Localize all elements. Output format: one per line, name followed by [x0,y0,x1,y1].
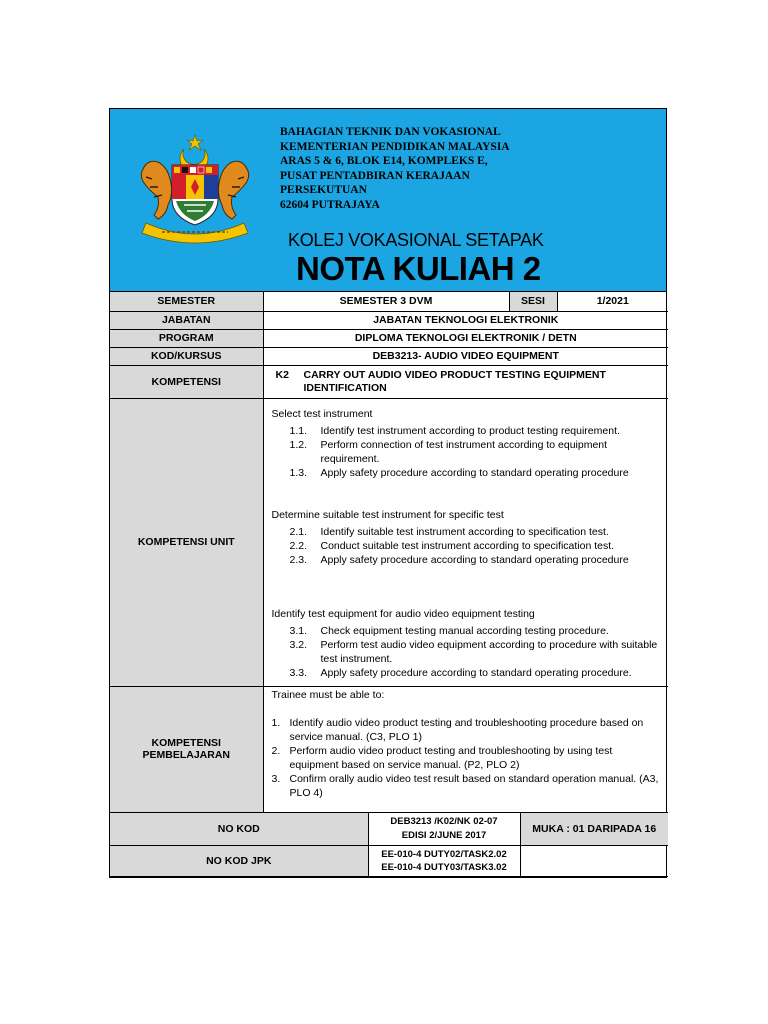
list-item: 1.1. Identify test instrument according to product testing requirement. [289,424,620,437]
semester-label: SEMESTER [110,292,263,311]
list-item: 3.1. Check equipment testing manual according testing procedure. [289,624,609,637]
kompetensi-pembelajaran-row [110,686,668,812]
kod-kursus-label: KOD/KURSUS [110,347,263,365]
no-kod-line: EDISI 2/JUNE 2017 [401,829,487,841]
unit-group-title: Determine suitable test instrument for specific test [271,508,504,521]
label-line: KOMPETENSI [151,737,221,749]
kompetensi-pembelajaran-content [263,686,668,812]
address-line: ARAS 5 & 6, BLOK E14, KOMPLEKS E, [280,155,488,167]
list-item: 1. Identify audio video product testing and troubleshooting procedure based on service manual. (C3, PLO 1) [271,716,644,743]
address-line: BAHAGIAN TEKNIK DAN VOKASIONAL [280,126,501,138]
kompetensi-unit-row [110,398,668,686]
list-item: 1.3. Apply safety procedure according to standard operating procedure [289,466,629,479]
program-value: DIPLOMA TEKNOLOGI ELEKTRONIK / DETN [263,329,668,347]
no-kod-jpk-row [110,846,668,877]
label-line: PEMBELAJARAN [142,749,230,761]
list-item: 2.1. Identify suitable test instrument according to specification test. [289,525,609,538]
kompetensi-value: CARRY OUT AUDIO VIDEO PRODUCT TESTING EQUIPMENT IDENTIFICATION [303,368,606,394]
list-item: 2.3. Apply safety procedure according to standard operating procedure [289,553,629,566]
list-item: 3.3. Apply safety procedure according to standard operating procedure. [289,666,632,679]
list-item: 2. Perform audio video product testing and troubleshooting by using test equipment based on service manual. (P2, PLO 2) [271,744,613,771]
college-name: KOLEJ VOKASIONAL SETAPAK [288,230,544,250]
info-table [110,292,668,813]
header-banner [110,109,666,292]
program-label: PROGRAM [110,329,263,347]
unit-group-title: Select test instrument [271,407,373,420]
list-item: 3. Confirm orally audio video test result based on standard operation manual. (A3, PLO 4) [271,772,659,799]
page-count: MUKA : 01 DARIPADA 16 [520,813,668,846]
unit-group-title: Identify test equipment for audio video equipment testing [271,607,535,620]
no-kod-label: NO KOD [110,813,368,846]
document-title: NOTA KULIAH 2 [296,250,541,287]
jabatan-row [110,311,668,329]
address-line: 62604 PUTRAJAYA [280,198,380,211]
learning-intro: Trainee must be able to: [271,688,385,701]
kompetensi-label: KOMPETENSI [110,365,263,398]
kompetensi-value-cell [263,365,668,398]
kompetensi-code: K2 [275,368,289,381]
no-kod-row [110,813,668,846]
address-line: PUSAT PENTADBIRAN KERAJAAN [280,169,470,182]
jpk-line: EE-010-4 DUTY03/TASK3.02 [381,862,507,873]
kod-kursus-value: DEB3213- AUDIO VIDEO EQUIPMENT [263,347,668,365]
lecture-note-sheet [109,108,667,878]
no-kod-jpk-value [368,846,520,877]
footer-table [110,813,668,878]
semester-row [110,292,668,311]
no-kod-jpk-label: NO KOD JPK [110,846,368,877]
jpk-line: EE-010-4 DUTY02/TASK2.02 [381,849,507,860]
kompetensi-pembelajaran-label [110,686,263,812]
sesi-value: 1/2021 [557,292,668,311]
list-item: 3.2. Perform test audio video equipment according to procedure with suitable test instrument. [289,638,658,665]
ministry-address [280,125,510,212]
kod-kursus-row [110,347,668,365]
malaysia-coat-of-arms-icon [132,131,258,249]
address-line: KEMENTERIAN PENDIDIKAN MALAYSIA [280,140,510,153]
jabatan-value: JABATAN TEKNOLOGI ELEKTRONIK [263,311,668,329]
address-line: PERSEKUTUAN [280,184,367,196]
empty-cell [520,846,668,877]
semester-value: SEMESTER 3 DVM [263,292,509,311]
jabatan-label: JABATAN [110,311,263,329]
program-row [110,329,668,347]
sesi-label: SESI [509,292,557,311]
list-item: 1.2. Perform connection of test instrument according to equipment requirement. [289,438,608,465]
kompetensi-unit-content [263,398,668,686]
no-kod-value [368,813,520,846]
kompetensi-row [110,365,668,398]
list-item: 2.2. Conduct suitable test instrument according to specification test. [289,539,615,552]
kompetensi-unit-label: KOMPETENSI UNIT [110,398,263,686]
no-kod-line: DEB3213 /K02/NK 02-07 [390,815,498,827]
